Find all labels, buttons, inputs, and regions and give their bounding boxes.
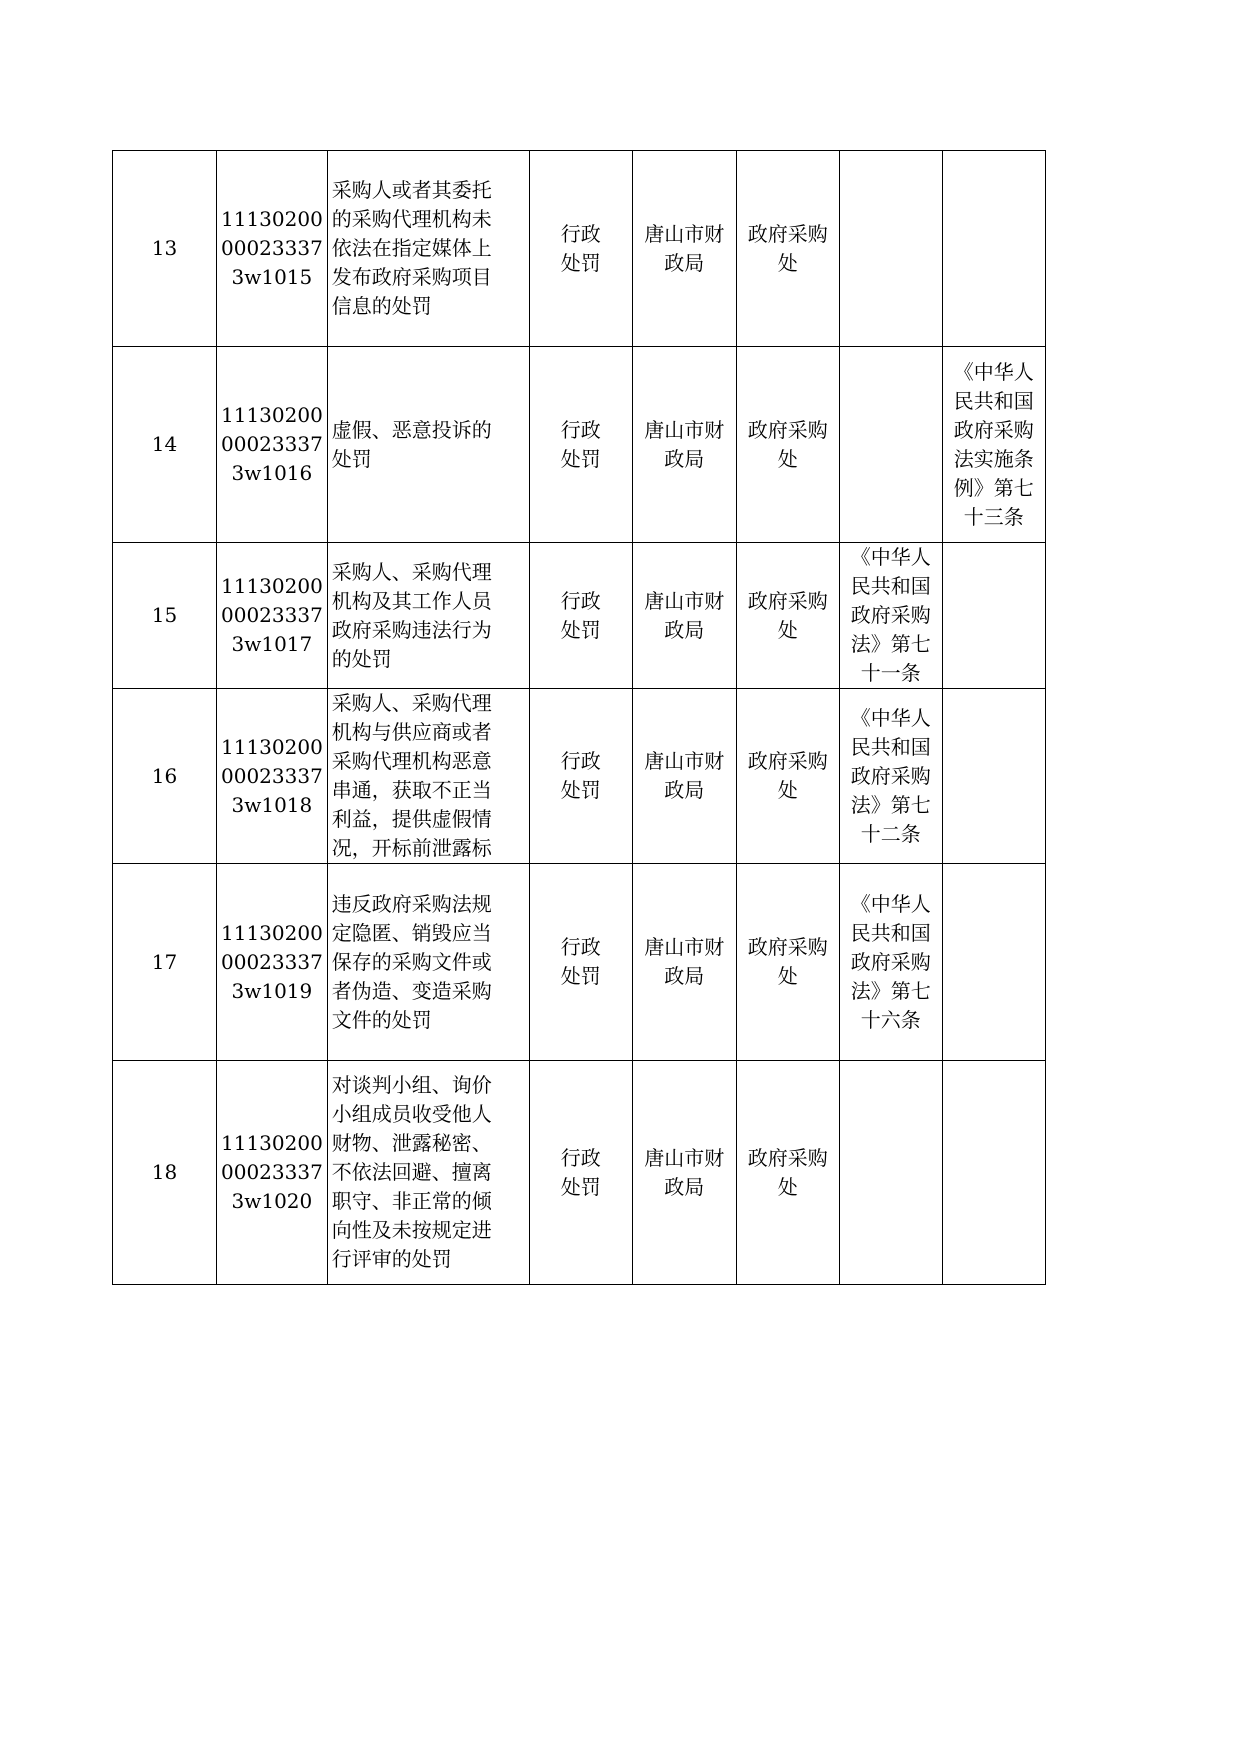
implementing-agency-line: 政局 — [664, 1174, 705, 1199]
item-number-cell — [113, 347, 217, 543]
item-number-text: 18 — [151, 1160, 178, 1184]
legal-basis-law-line: 《中华人 — [850, 705, 931, 730]
implementing-agency-line: 政局 — [664, 778, 705, 802]
legal-basis-regulation-line: 十三条 — [963, 504, 1024, 529]
implementing-agency-line: 唐山市财 — [644, 1145, 725, 1170]
item-name-line: 机构与供应商或者 — [331, 720, 492, 744]
item-name-cell — [327, 1061, 529, 1285]
legal-basis-regulation-line: 例》第七 — [953, 475, 1034, 500]
legal-basis-law-line: 法》第七 — [850, 632, 931, 656]
item-code-line: 3w1018 — [231, 792, 313, 817]
item-name-line: 处罚 — [331, 446, 372, 471]
item-name-cell — [327, 543, 529, 689]
item-code-line: 11130200 — [221, 207, 323, 231]
item-code-line: 3w1020 — [231, 1189, 313, 1213]
item-code-cell — [217, 689, 328, 864]
table-row — [113, 151, 1046, 347]
power-type-line: 行政 — [560, 588, 601, 613]
implementing-agency-line: 唐山市财 — [644, 417, 725, 442]
legal-basis-law-cell — [839, 151, 942, 347]
item-number-text: 15 — [151, 603, 178, 627]
responsible-department-line: 处 — [777, 1174, 798, 1199]
legal-basis-regulation-cell — [942, 689, 1045, 864]
item-name-line: 文件的处罚 — [331, 1007, 432, 1032]
implementing-agency-cell — [632, 1061, 736, 1285]
item-name-line: 不依法回避、擅离 — [331, 1160, 492, 1184]
item-number-cell — [113, 864, 217, 1061]
legal-basis-regulation-line: 民共和国 — [953, 388, 1034, 413]
table-row — [113, 543, 1046, 689]
item-code-line: 00023337 — [221, 236, 323, 260]
responsible-department-line: 政府采购 — [747, 417, 828, 442]
item-code-line: 11130200 — [221, 734, 323, 759]
item-name-cell — [327, 864, 529, 1061]
item-code-line: 3w1019 — [231, 978, 313, 1003]
responsible-department-line: 政府采购 — [747, 749, 828, 773]
item-name-line: 采购人、采购代理 — [331, 691, 492, 715]
implementing-agency-line: 唐山市财 — [644, 935, 725, 959]
item-number-cell — [113, 543, 217, 689]
legal-basis-regulation-cell — [942, 864, 1045, 1061]
item-name-line: 采购人或者其委托 — [331, 178, 492, 202]
power-type-line: 处罚 — [560, 250, 601, 275]
item-code-line: 3w1015 — [231, 265, 313, 289]
item-code-line: 11130200 — [221, 403, 323, 427]
item-name-line: 依法在指定媒体上 — [331, 236, 492, 260]
power-type-line: 行政 — [560, 935, 601, 959]
power-list-table — [112, 150, 1046, 1285]
responsible-department-cell — [736, 151, 839, 347]
power-type-cell — [529, 151, 632, 347]
table-row — [113, 864, 1046, 1061]
item-name-line: 串通，获取不正当 — [331, 778, 492, 802]
item-number-text: 17 — [151, 949, 178, 974]
item-code-line: 11130200 — [221, 574, 323, 598]
implementing-agency-line: 政局 — [664, 250, 705, 275]
responsible-department-cell — [736, 347, 839, 543]
item-name-line: 政府采购违法行为 — [331, 617, 492, 642]
legal-basis-law-cell — [839, 1061, 942, 1285]
implementing-agency-cell — [632, 689, 736, 864]
power-type-line: 行政 — [560, 417, 601, 442]
item-code-cell — [217, 347, 328, 543]
item-name-line: 行评审的处罚 — [331, 1247, 452, 1271]
implementing-agency-line: 政局 — [664, 964, 705, 988]
item-name-line: 定隐匿、销毁应当 — [331, 920, 492, 945]
item-name-cell — [327, 689, 529, 864]
legal-basis-law-line: 政府采购 — [850, 763, 931, 788]
item-code-cell — [217, 543, 328, 689]
item-name-line: 者伪造、变造采购 — [331, 978, 492, 1003]
implementing-agency-line: 政局 — [664, 446, 705, 471]
table-row — [113, 347, 1046, 543]
legal-basis-law-line: 民共和国 — [850, 920, 931, 945]
item-code-line: 00023337 — [221, 949, 323, 974]
item-name-line: 保存的采购文件或 — [331, 949, 492, 974]
implementing-agency-cell — [632, 543, 736, 689]
item-name-line: 向性及未按规定进 — [331, 1218, 492, 1242]
power-type-line: 处罚 — [560, 617, 601, 642]
item-name-line: 况，开标前泄露标 — [331, 836, 492, 860]
power-type-cell — [529, 689, 632, 864]
item-code-line: 00023337 — [221, 432, 323, 456]
legal-basis-law-line: 《中华人 — [850, 545, 931, 569]
item-name-line: 发布政府采购项目 — [331, 265, 492, 289]
power-type-cell — [529, 543, 632, 689]
responsible-department-line: 处 — [777, 250, 798, 275]
item-code-cell — [217, 151, 328, 347]
implementing-agency-line: 唐山市财 — [644, 749, 725, 773]
item-name-line: 职守、非正常的倾 — [331, 1189, 492, 1213]
item-name-line: 采购代理机构恶意 — [331, 749, 492, 773]
implementing-agency-line: 政局 — [664, 617, 705, 642]
power-type-line: 行政 — [560, 221, 601, 246]
item-code-line: 00023337 — [221, 1160, 323, 1184]
legal-basis-law-line: 政府采购 — [850, 949, 931, 974]
item-number-cell — [113, 151, 217, 347]
item-name-line: 机构及其工作人员 — [331, 588, 492, 613]
legal-basis-regulation-cell — [942, 151, 1045, 347]
item-name-cell — [327, 151, 529, 347]
legal-basis-law-line: 法》第七 — [850, 792, 931, 817]
legal-basis-law-cell — [839, 543, 942, 689]
table-row — [113, 689, 1046, 864]
responsible-department-cell — [736, 689, 839, 864]
item-number-text: 13 — [151, 236, 178, 260]
legal-basis-regulation-line: 政府采购 — [953, 417, 1034, 442]
item-name-line: 的处罚 — [331, 646, 392, 671]
item-code-line: 00023337 — [221, 603, 323, 627]
item-number-cell — [113, 1061, 217, 1285]
responsible-department-cell — [736, 864, 839, 1061]
responsible-department-line: 政府采购 — [747, 588, 828, 613]
item-name-line: 虚假、恶意投诉的 — [331, 417, 492, 442]
power-type-cell — [529, 347, 632, 543]
power-type-line: 处罚 — [560, 778, 601, 802]
implementing-agency-cell — [632, 151, 736, 347]
legal-basis-regulation-line: 《中华人 — [953, 359, 1034, 384]
responsible-department-cell — [736, 543, 839, 689]
legal-basis-regulation-line: 法实施条 — [953, 446, 1034, 471]
item-name-cell — [327, 347, 529, 543]
item-code-line: 3w1017 — [231, 632, 313, 656]
legal-basis-law-cell — [839, 347, 942, 543]
legal-basis-law-cell — [839, 689, 942, 864]
power-type-line: 处罚 — [560, 964, 601, 988]
responsible-department-line: 处 — [777, 446, 798, 471]
item-name-line: 采购人、采购代理 — [331, 559, 492, 584]
responsible-department-line: 政府采购 — [747, 935, 828, 959]
legal-basis-regulation-cell — [942, 543, 1045, 689]
legal-basis-law-line: 法》第七 — [850, 978, 931, 1003]
legal-basis-law-line: 十六条 — [860, 1007, 921, 1032]
item-name-line: 利益，提供虚假情 — [331, 807, 492, 831]
legal-basis-law-line: 《中华人 — [850, 891, 931, 916]
power-type-line: 行政 — [560, 1145, 601, 1170]
power-type-cell — [529, 1061, 632, 1285]
item-code-line: 3w1016 — [231, 461, 313, 485]
responsible-department-line: 处 — [777, 617, 798, 642]
responsible-department-cell — [736, 1061, 839, 1285]
item-code-line: 11130200 — [221, 1131, 323, 1155]
legal-basis-regulation-cell — [942, 347, 1045, 543]
item-code-line: 11130200 — [221, 920, 323, 945]
item-code-cell — [217, 864, 328, 1061]
item-number-cell — [113, 689, 217, 864]
item-name-line: 小组成员收受他人 — [331, 1102, 492, 1126]
item-name-line: 信息的处罚 — [331, 294, 432, 318]
implementing-agency-cell — [632, 864, 736, 1061]
power-type-line: 行政 — [560, 749, 601, 773]
legal-basis-regulation-cell — [942, 1061, 1045, 1285]
implementing-agency-line: 唐山市财 — [644, 588, 725, 613]
implementing-agency-line: 唐山市财 — [644, 221, 725, 246]
implementing-agency-cell — [632, 347, 736, 543]
item-code-cell — [217, 1061, 328, 1285]
table-row — [113, 1061, 1046, 1285]
legal-basis-law-line: 民共和国 — [850, 734, 931, 759]
item-number-text: 16 — [151, 763, 178, 788]
power-type-line: 处罚 — [560, 446, 601, 471]
legal-basis-law-line: 十一条 — [860, 661, 921, 685]
responsible-department-line: 政府采购 — [747, 221, 828, 246]
item-name-line: 财物、泄露秘密、 — [331, 1131, 492, 1155]
item-name-line: 对谈判小组、询价 — [331, 1073, 492, 1097]
item-code-line: 00023337 — [221, 763, 323, 788]
item-number-text: 14 — [151, 432, 178, 456]
table-body — [113, 151, 1046, 1285]
responsible-department-line: 处 — [777, 964, 798, 988]
power-type-line: 处罚 — [560, 1174, 601, 1199]
responsible-department-line: 政府采购 — [747, 1145, 828, 1170]
legal-basis-law-line: 民共和国 — [850, 574, 931, 598]
legal-basis-law-line: 十二条 — [860, 821, 921, 846]
responsible-department-line: 处 — [777, 778, 798, 802]
legal-basis-law-cell — [839, 864, 942, 1061]
power-type-cell — [529, 864, 632, 1061]
legal-basis-law-line: 政府采购 — [850, 603, 931, 627]
item-name-line: 的采购代理机构未 — [331, 207, 492, 231]
item-name-line: 违反政府采购法规 — [331, 891, 492, 916]
